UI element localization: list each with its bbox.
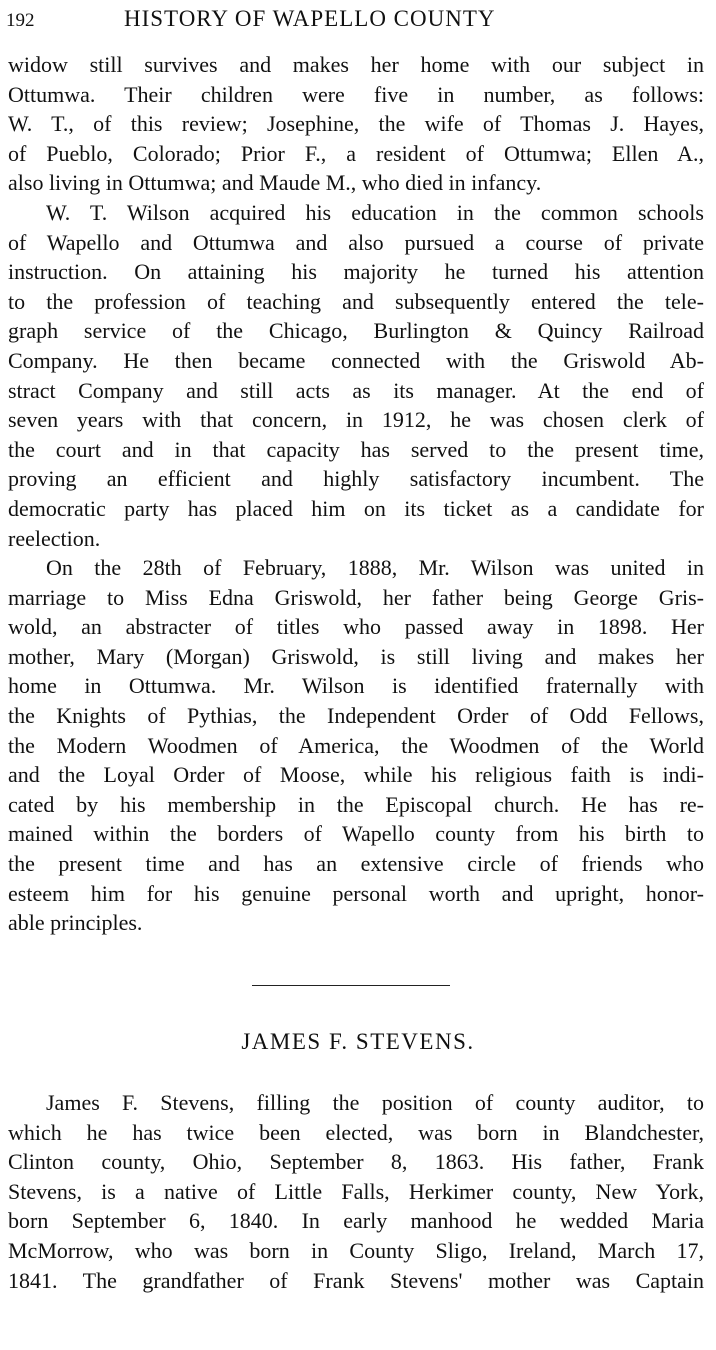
text-line: stract Company and still acts as its manager. At the end of (8, 377, 704, 403)
text-line: W. T., of this review; Josephine, the wife of Thomas J. Hayes, (8, 111, 704, 137)
text-line: Ottumwa. Their children were five in number, as follows: (8, 81, 704, 107)
text-line: home in Ottumwa. Mr. Wilson is identified fraternally with (8, 673, 704, 699)
biography-wilson-text (8, 50, 704, 938)
text-line: and the Loyal Order of Moose, while his religious faith is indi- (8, 762, 704, 788)
text-line: democratic party has placed him on its ticket as a candidate for (8, 495, 704, 521)
text-line: Company. He then became connected with the Griswold Ab- (8, 347, 704, 373)
text-line: to the profession of teaching and subsequently entered the tele- (8, 288, 704, 314)
section-heading: JAMES F. STEVENS. (241, 1029, 475, 1054)
text-line: widow still survives and makes her home with our subject in (8, 52, 704, 77)
text-line: marriage to Miss Edna Griswold, her father being George Gris- (8, 584, 704, 610)
text-line: the present time and has an extensive circle of friends who (8, 851, 704, 877)
text-line: On the 28th of February, 1888, Mr. Wilson was united in (46, 555, 704, 581)
text-line: James F. Stevens, filling the position of county auditor, to (46, 1090, 704, 1115)
text-line: reelection. (8, 525, 101, 551)
text-line: also living in Ottumwa; and Maude M., who died in infancy. (8, 170, 542, 196)
text-line: of Wapello and Ottumwa and also pursued a course of private (8, 229, 704, 255)
text-line: mained within the borders of Wapello county from his birth to (8, 821, 704, 847)
text-line: esteem him for his genuine personal worth and upright, honor- (8, 880, 704, 906)
text-line: the court and in that capacity has served to the present time, (8, 436, 704, 462)
text-line: the Modern Woodmen of America, the Woodmen of the World (8, 732, 704, 758)
text-line: instruction. On attaining his majority he turned his attention (8, 259, 704, 285)
text-line: 1841. The grandfather of Frank Stevens' mother was Captain (8, 1267, 704, 1293)
text-line: McMorrow, who was born in County Sligo, Ireland, March 17, (8, 1237, 704, 1263)
text-line: wold, an abstracter of titles who passed away in 1898. Her (8, 614, 704, 640)
text-line: able principles. (8, 910, 143, 936)
text-line: which he has twice been elected, was born in Blandchester, (8, 1119, 704, 1145)
text-line: the Knights of Pythias, the Independent Order of Odd Fellows, (8, 703, 704, 729)
running-title: HISTORY OF WAPELLO COUNTY (124, 6, 496, 31)
text-line: Stevens, is a native of Little Falls, Herkimer county, New York, (8, 1178, 704, 1204)
text-line: born September 6, 1840. In early manhood he wedded Maria (8, 1208, 704, 1234)
section-divider (252, 985, 450, 986)
text-line: of Pueblo, Colorado; Prior F., a resident of Ottumwa; Ellen A., (8, 140, 704, 166)
text-line: Clinton county, Ohio, September 8, 1863. His father, Frank (8, 1149, 704, 1175)
text-line: cated by his membership in the Episcopal church. He has re- (8, 791, 704, 817)
page-header (6, 6, 706, 40)
text-line: graph service of the Chicago, Burlington & Quincy Railroad (8, 318, 704, 344)
text-line: seven years with that concern, in 1912, he was chosen clerk of (8, 407, 704, 433)
biography-stevens-text (8, 1088, 704, 1295)
page-number: 192 (6, 10, 35, 31)
text-line: proving an efficient and highly satisfactory incumbent. The (8, 466, 704, 492)
text-line: mother, Mary (Morgan) Griswold, is still living and makes her (8, 643, 704, 669)
text-line: W. T. Wilson acquired his education in the common schools (46, 199, 704, 225)
